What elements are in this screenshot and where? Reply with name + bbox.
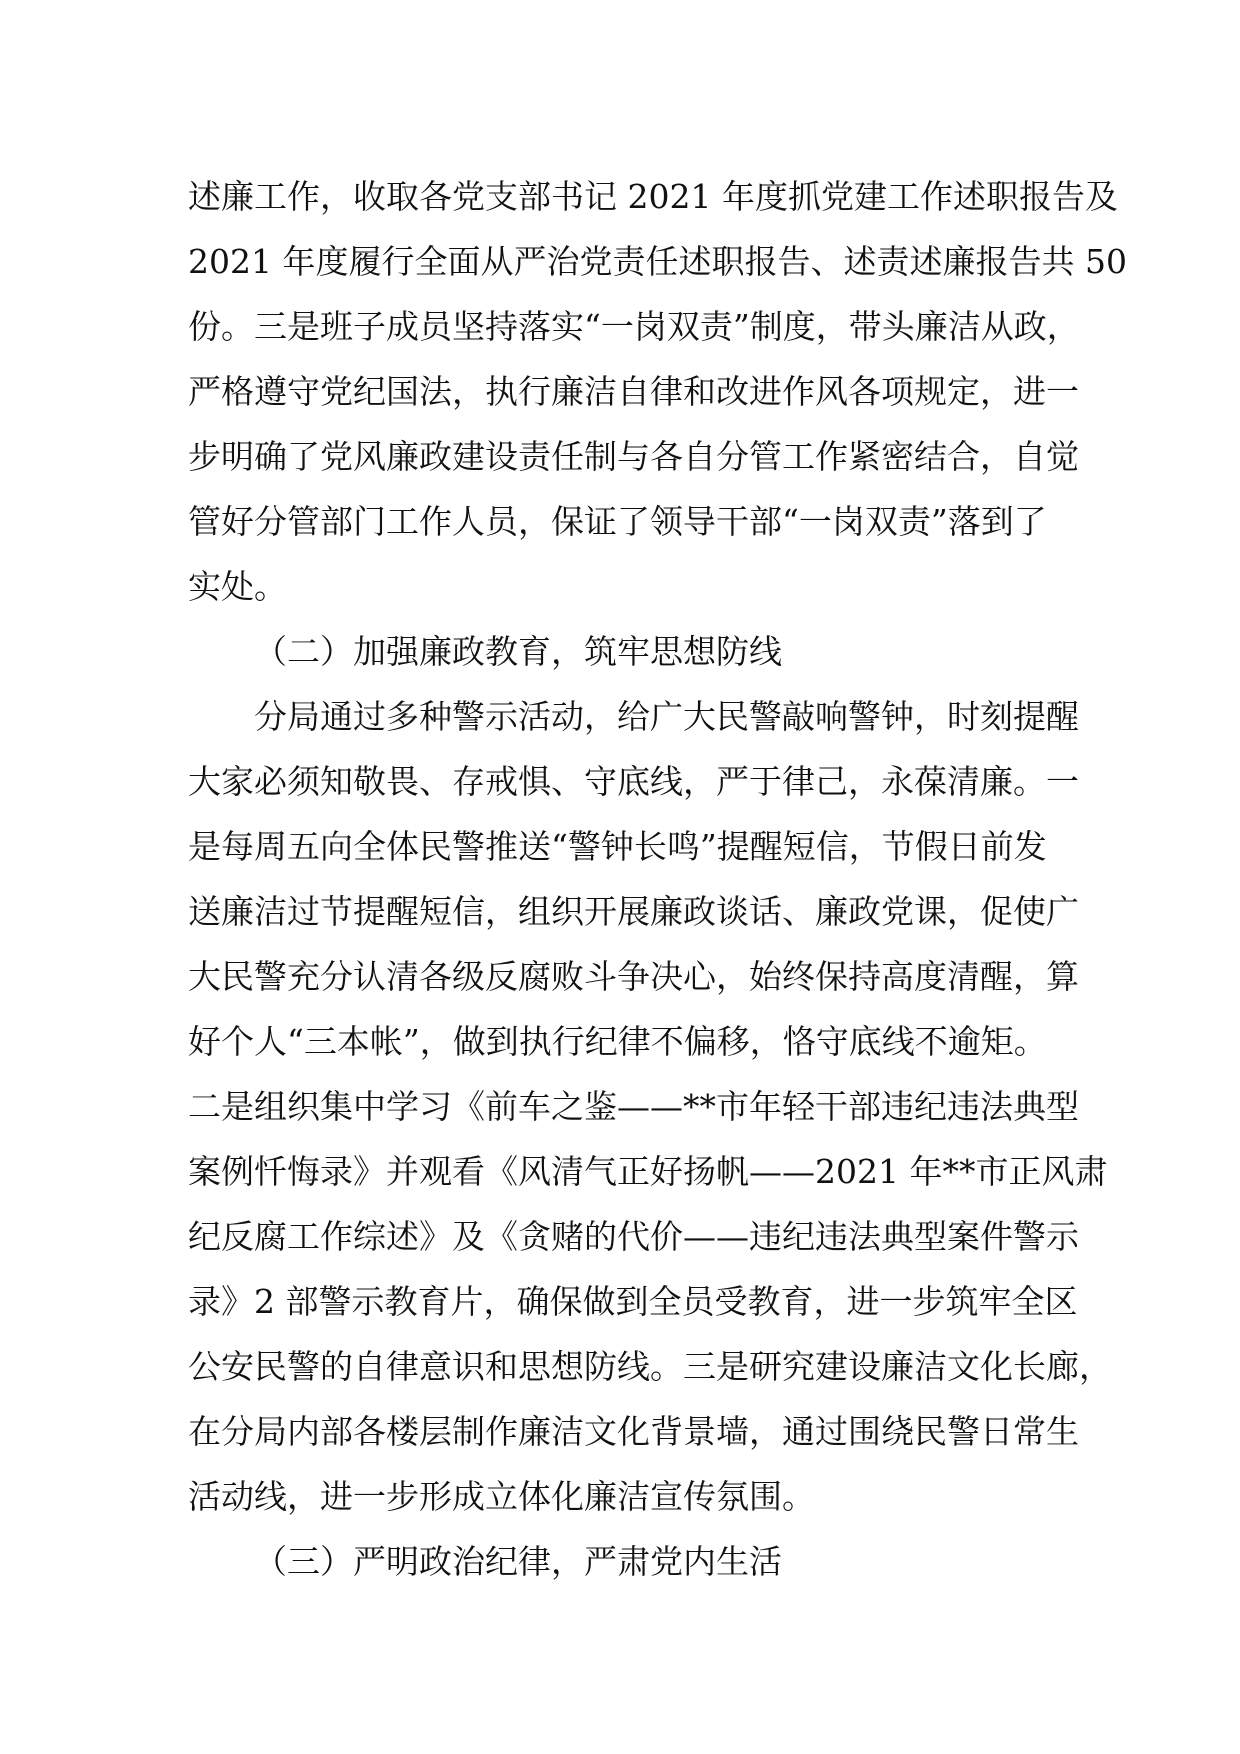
body-line: 案例忏悔录》并观看《风清气正好扬帆——2021 年**市正风肃 xyxy=(188,1152,1108,1191)
body-line: 份。三是班子成员坚持落实“一岗双责”制度，带头廉洁从政， xyxy=(188,307,1080,346)
body-line: 纪反腐工作综述》及《贪赌的代价——违纪违法典型案件警示 xyxy=(188,1217,1079,1256)
body-line: 活动线，进一步形成立体化廉洁宣传氛围。 xyxy=(188,1477,815,1516)
body-line: 是每周五向全体民警推送“警钟长鸣”提醒短信，节假日前发 xyxy=(188,827,1047,866)
body-line: 公安民警的自律意识和思想防线。三是研究建设廉洁文化长廊， xyxy=(188,1347,1112,1386)
body-line: 录》2 部警示教育片，确保做到全员受教育，进一步筑牢全区 xyxy=(188,1282,1078,1321)
body-line: 好个人“三本帐”，做到执行纪律不偏移，恪守底线不逾矩。 xyxy=(188,1022,1047,1061)
body-line: 大家必须知敬畏、存戒惧、守底线，严于律己，永葆清廉。一 xyxy=(188,762,1079,801)
body-line: 实处。 xyxy=(188,567,287,606)
document-body xyxy=(188,164,1127,1594)
body-line: 管好分管部门工作人员，保证了领导干部“一岗双责”落到了 xyxy=(188,502,1047,541)
section-heading-2: （二）加强廉政教育，筑牢思想防线 xyxy=(254,632,782,671)
body-line: 在分局内部各楼层制作廉洁文化背景墙，通过围绕民警日常生 xyxy=(188,1412,1079,1451)
body-line: 大民警充分认清各级反腐败斗争决心，始终保持高度清醒，算 xyxy=(188,957,1079,996)
body-line: 2021 年度履行全面从严治党责任述职报告、述责述廉报告共 50 xyxy=(188,242,1127,281)
body-line: 严格遵守党纪国法，执行廉洁自律和改进作风各项规定，进一 xyxy=(188,372,1079,411)
section-heading-3: （三）严明政治纪律，严肃党内生活 xyxy=(254,1542,782,1581)
body-line: 述廉工作，收取各党支部书记 2021 年度抓党建工作述职报告及 xyxy=(188,177,1118,216)
body-line: 分局通过多种警示活动，给广大民警敲响警钟，时刻提醒 xyxy=(254,697,1079,736)
body-line: 二是组织集中学习《前车之鉴——**市年轻干部违纪违法典型 xyxy=(188,1087,1079,1126)
body-line: 步明确了党风廉政建设责任制与各自分管工作紧密结合，自觉 xyxy=(188,437,1079,476)
body-line: 送廉洁过节提醒短信，组织开展廉政谈话、廉政党课，促使广 xyxy=(188,892,1079,931)
